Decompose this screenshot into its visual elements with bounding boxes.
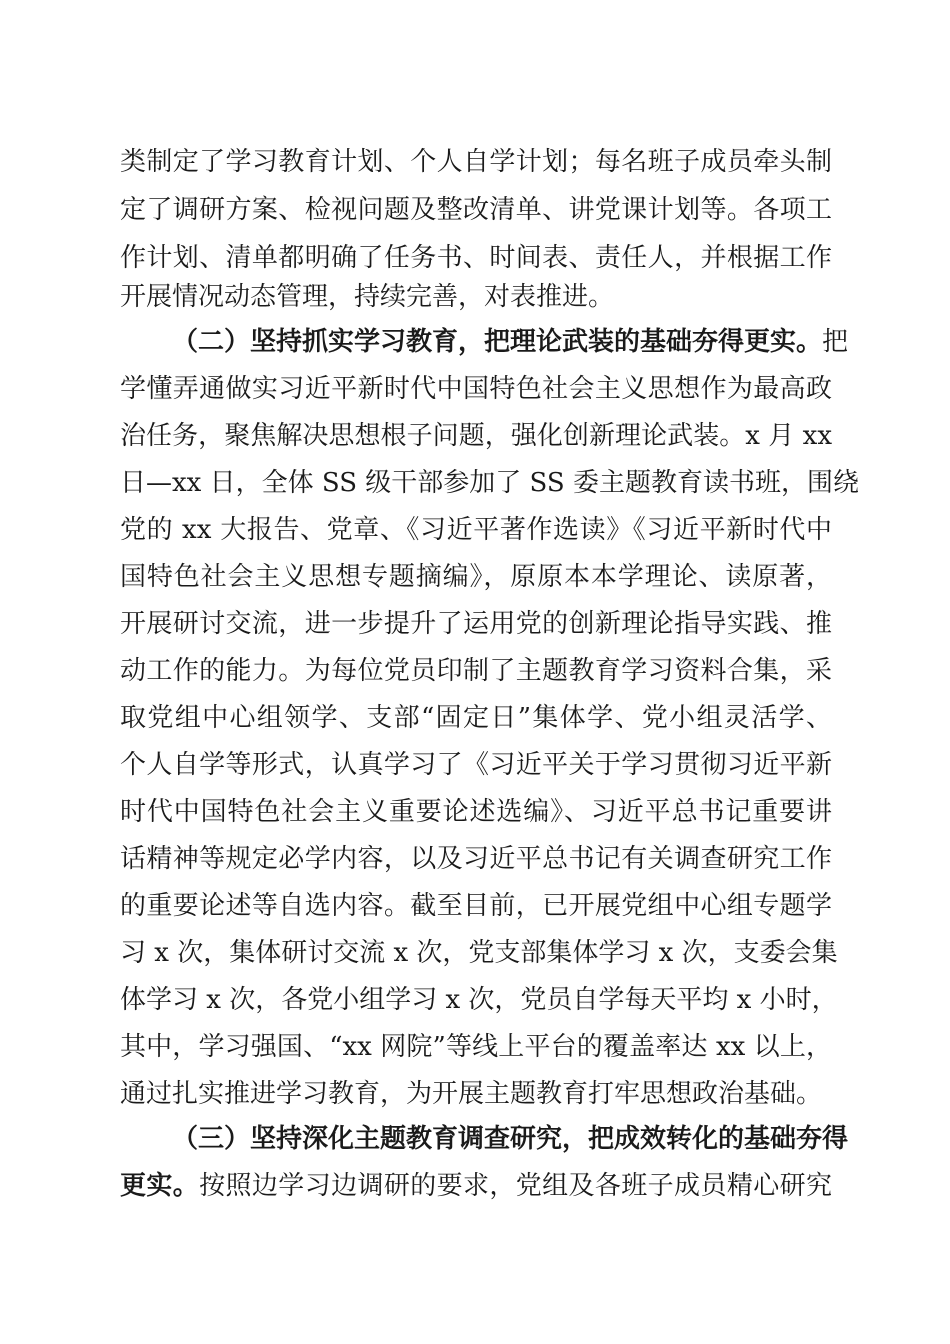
text-line: 开展研讨交流，进一步提升了运用党的创新理论指导实践、推 bbox=[120, 609, 832, 639]
text-line: 动工作的能力。为每位党员印制了主题教育学习资料合集，采 bbox=[120, 656, 832, 686]
text-line: 作计划、清单都明确了任务书、时间表、责任人，并根据工作 bbox=[120, 243, 832, 273]
text-line: 的重要论述等自选内容。截至目前，已开展党组中心组专题学 bbox=[120, 891, 832, 921]
text-line: 治任务，聚焦解决思想根子问题，强化创新理论武装。x 月 xx bbox=[120, 421, 832, 451]
text-line: 其中，学习强国、“xx 网院”等线上平台的覆盖率达 xx 以上， bbox=[120, 1032, 832, 1062]
text-line: 日—xx 日，全体 SS 级干部参加了 SS 委主题教育读书班，围绕 bbox=[120, 468, 859, 498]
text-line: 党的 xx 大报告、党章、《习近平著作选读》《习近平新时代中 bbox=[120, 515, 832, 545]
text-line: 开展情况动态管理，持续完善，对表推进。 bbox=[120, 282, 615, 312]
section-heading-line bbox=[172, 318, 849, 366]
text-line: 习 x 次，集体研讨交流 x 次，党支部集体学习 x 次，支委会集 bbox=[120, 938, 838, 968]
text-line: 取党组中心组领学、支部“固定日”集体学、党小组灵活学、 bbox=[120, 703, 832, 733]
text-line bbox=[120, 1162, 832, 1210]
section-heading-line bbox=[172, 1115, 849, 1163]
section-heading-2: （二）坚持抓实学习教育，把理论武装的基础夯得更实。 bbox=[172, 327, 823, 357]
text-line: 体学习 x 次，各党小组学习 x 次，党员自学每天平均 x 小时， bbox=[120, 985, 838, 1015]
text-fragment: 把 bbox=[822, 327, 849, 357]
section-heading-3: （三）坚持深化主题教育调查研究，把成效转化的基础夯得 bbox=[172, 1124, 849, 1154]
text-line: 定了调研方案、检视问题及整改清单、讲党课计划等。各项工 bbox=[120, 195, 832, 225]
text-line: 话精神等规定必学内容，以及习近平总书记有关调查研究工作 bbox=[120, 844, 832, 874]
text-line: 类制定了学习教育计划、个人自学计划；每名班子成员牵头制 bbox=[120, 147, 832, 177]
text-line: 个人自学等形式，认真学习了《习近平关于学习贯彻习近平新 bbox=[120, 750, 832, 780]
text-line: 国特色社会主义思想专题摘编》，原原本本学理论、读原著， bbox=[120, 562, 832, 592]
section-heading-3-cont: 更实。 bbox=[120, 1171, 200, 1201]
text-line: 学懂弄通做实习近平新时代中国特色社会主义思想作为最高政 bbox=[120, 374, 832, 404]
text-line: 通过扎实推进学习教育，为开展主题教育打牢思想政治基础。 bbox=[120, 1079, 823, 1109]
text-fragment: 按照边学习边调研的要求，党组及各班子成员精心研究 bbox=[199, 1171, 832, 1201]
text-line: 时代中国特色社会主义重要论述选编》、习近平总书记重要讲 bbox=[120, 797, 832, 827]
